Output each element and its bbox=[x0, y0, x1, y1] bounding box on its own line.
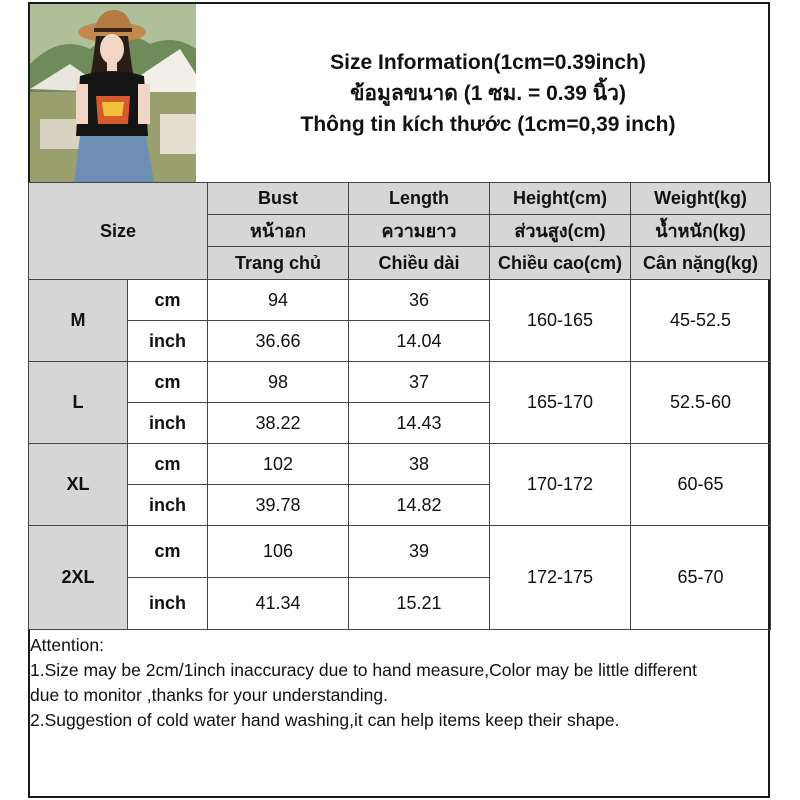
size-information-header bbox=[208, 4, 768, 182]
height-range: 172-175 bbox=[490, 526, 631, 630]
unit-inch-label: inch bbox=[128, 578, 208, 630]
weight-range: 60-65 bbox=[631, 444, 771, 526]
length-inch-value: 14.43 bbox=[349, 403, 490, 444]
bust-inch-value: 41.34 bbox=[208, 578, 349, 630]
bust-cm-value: 102 bbox=[208, 444, 349, 485]
bust-cm-value: 106 bbox=[208, 526, 349, 578]
size-label: 2XL bbox=[29, 526, 128, 630]
attention-title: Attention: bbox=[30, 635, 104, 655]
weight-header-en: Weight(kg) bbox=[631, 183, 771, 215]
length-cm-value: 39 bbox=[349, 526, 490, 578]
bust-inch-value: 39.78 bbox=[208, 485, 349, 526]
header-title-vietnamese: Thông tin kích thước (1cm=0,39 inch) bbox=[300, 112, 676, 136]
height-range: 165-170 bbox=[490, 362, 631, 444]
height-header-en: Height(cm) bbox=[490, 183, 631, 215]
length-header-en: Length bbox=[349, 183, 490, 215]
table-row bbox=[29, 444, 771, 485]
table-row bbox=[29, 280, 771, 321]
table-row bbox=[29, 362, 771, 403]
size-table bbox=[28, 182, 771, 630]
product-photo bbox=[30, 4, 196, 182]
unit-inch-label: inch bbox=[128, 485, 208, 526]
unit-inch-label: inch bbox=[128, 403, 208, 444]
length-inch-value: 15.21 bbox=[349, 578, 490, 630]
bust-inch-value: 36.66 bbox=[208, 321, 349, 362]
header-title-english: Size Information(1cm=0.39inch) bbox=[330, 50, 646, 74]
size-label: L bbox=[29, 362, 128, 444]
attention-notes bbox=[30, 633, 768, 733]
bust-cm-value: 94 bbox=[208, 280, 349, 321]
note-line-1b: due to monitor ,thanks for your understanding. bbox=[30, 685, 388, 705]
unit-cm-label: cm bbox=[128, 280, 208, 321]
bust-header-vi: Trang chủ bbox=[208, 247, 349, 280]
height-header-vi: Chiều cao(cm) bbox=[490, 247, 631, 280]
note-line-2: 2.Suggestion of cold water hand washing,it can help items keep their shape. bbox=[30, 710, 620, 730]
weight-range: 45-52.5 bbox=[631, 280, 771, 362]
unit-cm-label: cm bbox=[128, 444, 208, 485]
weight-header-vi: Cân nặng(kg) bbox=[631, 247, 771, 280]
note-line-1a: 1.Size may be 2cm/1inch inaccuracy due to hand measure,Color may be little different bbox=[30, 660, 697, 680]
header-title-thai: ข้อมูลขนาด (1 ซม. = 0.39 นิ้ว) bbox=[350, 81, 626, 105]
unit-cm-label: cm bbox=[128, 526, 208, 578]
unit-inch-label: inch bbox=[128, 321, 208, 362]
length-inch-value: 14.04 bbox=[349, 321, 490, 362]
bust-inch-value: 38.22 bbox=[208, 403, 349, 444]
size-label: M bbox=[29, 280, 128, 362]
length-cm-value: 37 bbox=[349, 362, 490, 403]
length-inch-value: 14.82 bbox=[349, 485, 490, 526]
length-cm-value: 36 bbox=[349, 280, 490, 321]
length-cm-value: 38 bbox=[349, 444, 490, 485]
height-range: 160-165 bbox=[490, 280, 631, 362]
size-label: XL bbox=[29, 444, 128, 526]
weight-range: 65-70 bbox=[631, 526, 771, 630]
unit-cm-label: cm bbox=[128, 362, 208, 403]
weight-range: 52.5-60 bbox=[631, 362, 771, 444]
length-header-vi: Chiều dài bbox=[349, 247, 490, 280]
table-row bbox=[29, 526, 771, 578]
height-header-th: ส่วนสูง(cm) bbox=[490, 215, 631, 247]
weight-header-th: น้ำหนัก(kg) bbox=[631, 215, 771, 247]
model-illustration bbox=[30, 4, 196, 182]
bust-cm-value: 98 bbox=[208, 362, 349, 403]
size-column-header: Size bbox=[29, 183, 208, 280]
bust-header-en: Bust bbox=[208, 183, 349, 215]
length-header-th: ความยาว bbox=[349, 215, 490, 247]
height-range: 170-172 bbox=[490, 444, 631, 526]
bust-header-th: หน้าอก bbox=[208, 215, 349, 247]
